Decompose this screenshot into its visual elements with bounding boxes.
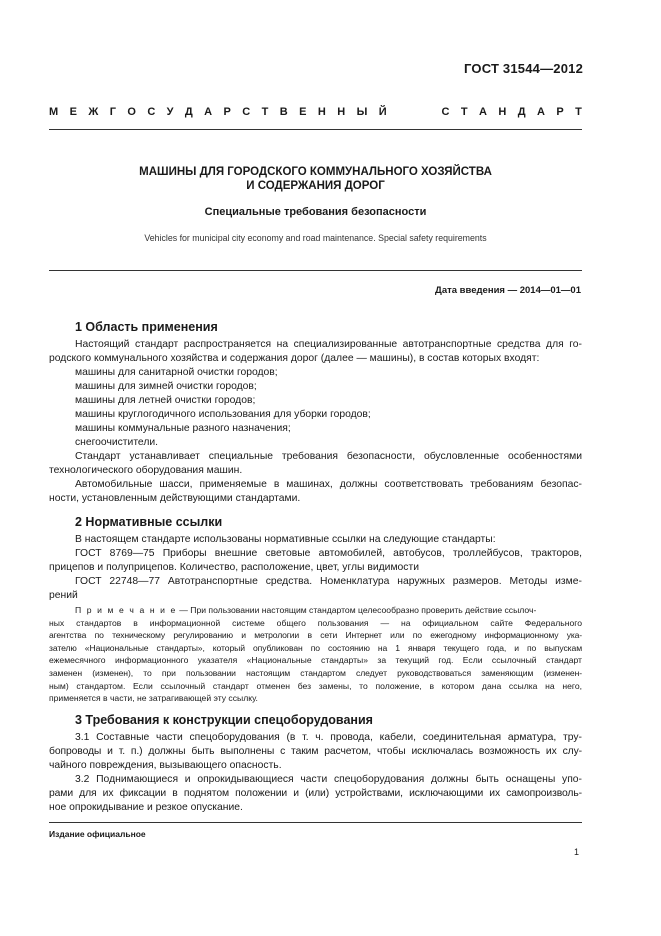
paragraph-line: рами для их фиксации в поднятом положении и (или) устройствами, исключающими их самопроизволь- bbox=[49, 788, 582, 799]
document-title-line-2: И СОДЕРЖАНИЯ ДОРОГ bbox=[246, 180, 385, 192]
reference-line: прицепов и полуприцепов. Количество, расположение, цвет, углы видимости bbox=[49, 562, 419, 573]
header-rule bbox=[49, 129, 582, 130]
note-line: зателю «Национальные стандарты», который опубликован по состоянию на 1 января текущего года, и по выпускам bbox=[49, 642, 582, 653]
reference-line: ГОСТ 22748—77 Автотранспортные средства. Номенклатура наружных размеров. Методы изме- bbox=[75, 576, 582, 587]
paragraph-line: технологического оборудования машин. bbox=[49, 465, 243, 476]
paragraph-line: 3.1 Составные части спецоборудования (в т. ч. провода, кабели, соединительная арматура, тру- bbox=[75, 732, 582, 743]
heading-letter: Т bbox=[460, 106, 468, 118]
footer-rule bbox=[49, 822, 582, 823]
page-number: 1 bbox=[573, 847, 579, 857]
heading-letter: С bbox=[441, 106, 450, 118]
paragraph-line: Автомобильные шасси, применяемые в машинах, должны соответствовать требованиям безопас- bbox=[75, 479, 582, 490]
reference-line: рений bbox=[49, 590, 78, 601]
document-title-line-1: МАШИНЫ ДЛЯ ГОРОДСКОГО КОММУНАЛЬНОГО ХОЗЯЙСТВА bbox=[139, 166, 492, 178]
heading-letter: Т bbox=[261, 106, 269, 118]
title-rule bbox=[49, 270, 582, 271]
paragraph-line: чайного повреждения, вызывающего опасность. bbox=[49, 760, 282, 771]
note-first-line bbox=[49, 604, 582, 617]
section-1-heading: 1 Область применения bbox=[75, 320, 218, 334]
heading-letter: Г bbox=[109, 106, 116, 118]
section-3-heading: 3 Требования к конструкции спецоборудования bbox=[75, 713, 373, 727]
heading-letter: Н bbox=[337, 106, 346, 118]
note-line: ных стандартов в информационной системе общего пользования — на официальном сайте Федерального bbox=[49, 617, 582, 628]
section-2-body bbox=[49, 533, 582, 603]
note-line: агентства по техническому регулированию и метрологии в сети Интернет или по ежегодному информационному ука- bbox=[49, 630, 582, 641]
english-title: Vehicles for municipal city economy and road maintenance. Special safety requirements bbox=[144, 233, 487, 243]
heading-letter: А bbox=[204, 106, 213, 118]
paragraph-line: В настоящем стандарте использованы нормативные ссылки на следующие стандарты: bbox=[75, 534, 496, 545]
list-item: снегоочистители. bbox=[75, 437, 159, 448]
reference-line: ГОСТ 8769—75 Приборы внешние световые автомобилей, автобусов, троллейбусов, тракторов, bbox=[75, 548, 582, 559]
official-edition-label: Издание официальное bbox=[49, 829, 146, 839]
list-item: машины для санитарной очистки городов; bbox=[75, 367, 278, 378]
heading-letter: В bbox=[279, 106, 288, 118]
list-item: машины круглогодичного использования для уборки городов; bbox=[75, 409, 371, 420]
introduction-date: Дата введения — 2014—01—01 bbox=[435, 285, 581, 296]
note-line: заменен (изменен), то при пользовании настоящим стандартом следует руководствоваться заменяющим (изменен- bbox=[49, 667, 582, 678]
heading-letter: М bbox=[49, 106, 59, 118]
heading-letter: Р bbox=[223, 106, 231, 118]
standard-number: ГОСТ 31544—2012 bbox=[464, 61, 583, 76]
paragraph-line: ности, установленным действующими стандартами. bbox=[49, 493, 301, 504]
heading-gap bbox=[413, 106, 416, 118]
heading-letter: У bbox=[166, 106, 174, 118]
heading-gap bbox=[398, 106, 401, 118]
heading-letter: Е bbox=[299, 106, 307, 118]
section-3-body bbox=[49, 731, 582, 815]
list-item: машины коммунальные разного назначения; bbox=[75, 423, 291, 434]
paragraph-line: Стандарт устанавливает специальные требования безопасности, обусловленные особенностями bbox=[75, 451, 582, 462]
paragraph-line: бопроводы и т. п.) должны быть выполнены с таким расчетом, чтобы исключалась возможность их слу- bbox=[49, 746, 582, 757]
list-item: машины для зимней очистки городов; bbox=[75, 381, 257, 392]
heading-letter: Н bbox=[317, 106, 326, 118]
heading-letter: С bbox=[242, 106, 251, 118]
heading-letter: С bbox=[147, 106, 156, 118]
heading-letter: Е bbox=[69, 106, 77, 118]
heading-letter: Д bbox=[184, 106, 193, 118]
heading-letter: Й bbox=[378, 106, 387, 118]
paragraph-line: ное опрокидывание и резкое опускание. bbox=[49, 802, 243, 813]
heading-letter: Р bbox=[556, 106, 564, 118]
paragraph-line: Настоящий стандарт распространяется на специализированные автотранспортные средства для го- bbox=[75, 339, 582, 350]
heading-letter: А bbox=[479, 106, 487, 118]
heading-letter: Н bbox=[498, 106, 507, 118]
heading-letter: Ы bbox=[356, 106, 368, 118]
list-item: машины для летней очистки городов; bbox=[75, 395, 256, 406]
heading-letter: Т bbox=[575, 106, 582, 118]
document-subtitle: Специальные требования безопасности bbox=[204, 206, 427, 218]
heading-letter: Д bbox=[517, 106, 526, 118]
heading-letter: А bbox=[536, 106, 545, 118]
section-2-heading: 2 Нормативные ссылки bbox=[75, 515, 223, 529]
note-line: ным) стандартом. Если ссылочный стандарт отменен без замены, то положение, в котором дана ссылка на него, bbox=[49, 680, 582, 691]
note-line: ежемесячного информационного указателя «Национальные стандарты» за текущий год. Если ссылочный стандарт bbox=[49, 655, 582, 666]
paragraph-line: родского коммунального хозяйства и содержания дорог (далее — машины), в состав которых входят: bbox=[49, 353, 540, 364]
paragraph-line: 3.2 Поднимающиеся и опрокидывающиеся части спецоборудования должны быть оснащены упо- bbox=[75, 774, 582, 785]
note-text: — При пользовании настоящим стандартом целесообразно проверить действие ссылоч- bbox=[176, 605, 537, 615]
note-block bbox=[49, 604, 582, 705]
note-line: применяется в части, не затрагивающей эту ссылку. bbox=[49, 693, 258, 704]
heading-letter: О bbox=[127, 106, 136, 118]
heading-letter: Ж bbox=[88, 106, 99, 118]
section-1-body bbox=[49, 338, 582, 506]
note-label: П р и м е ч а н и е bbox=[75, 605, 177, 615]
interstate-standard-heading bbox=[49, 106, 582, 118]
heading-gap bbox=[427, 106, 430, 118]
